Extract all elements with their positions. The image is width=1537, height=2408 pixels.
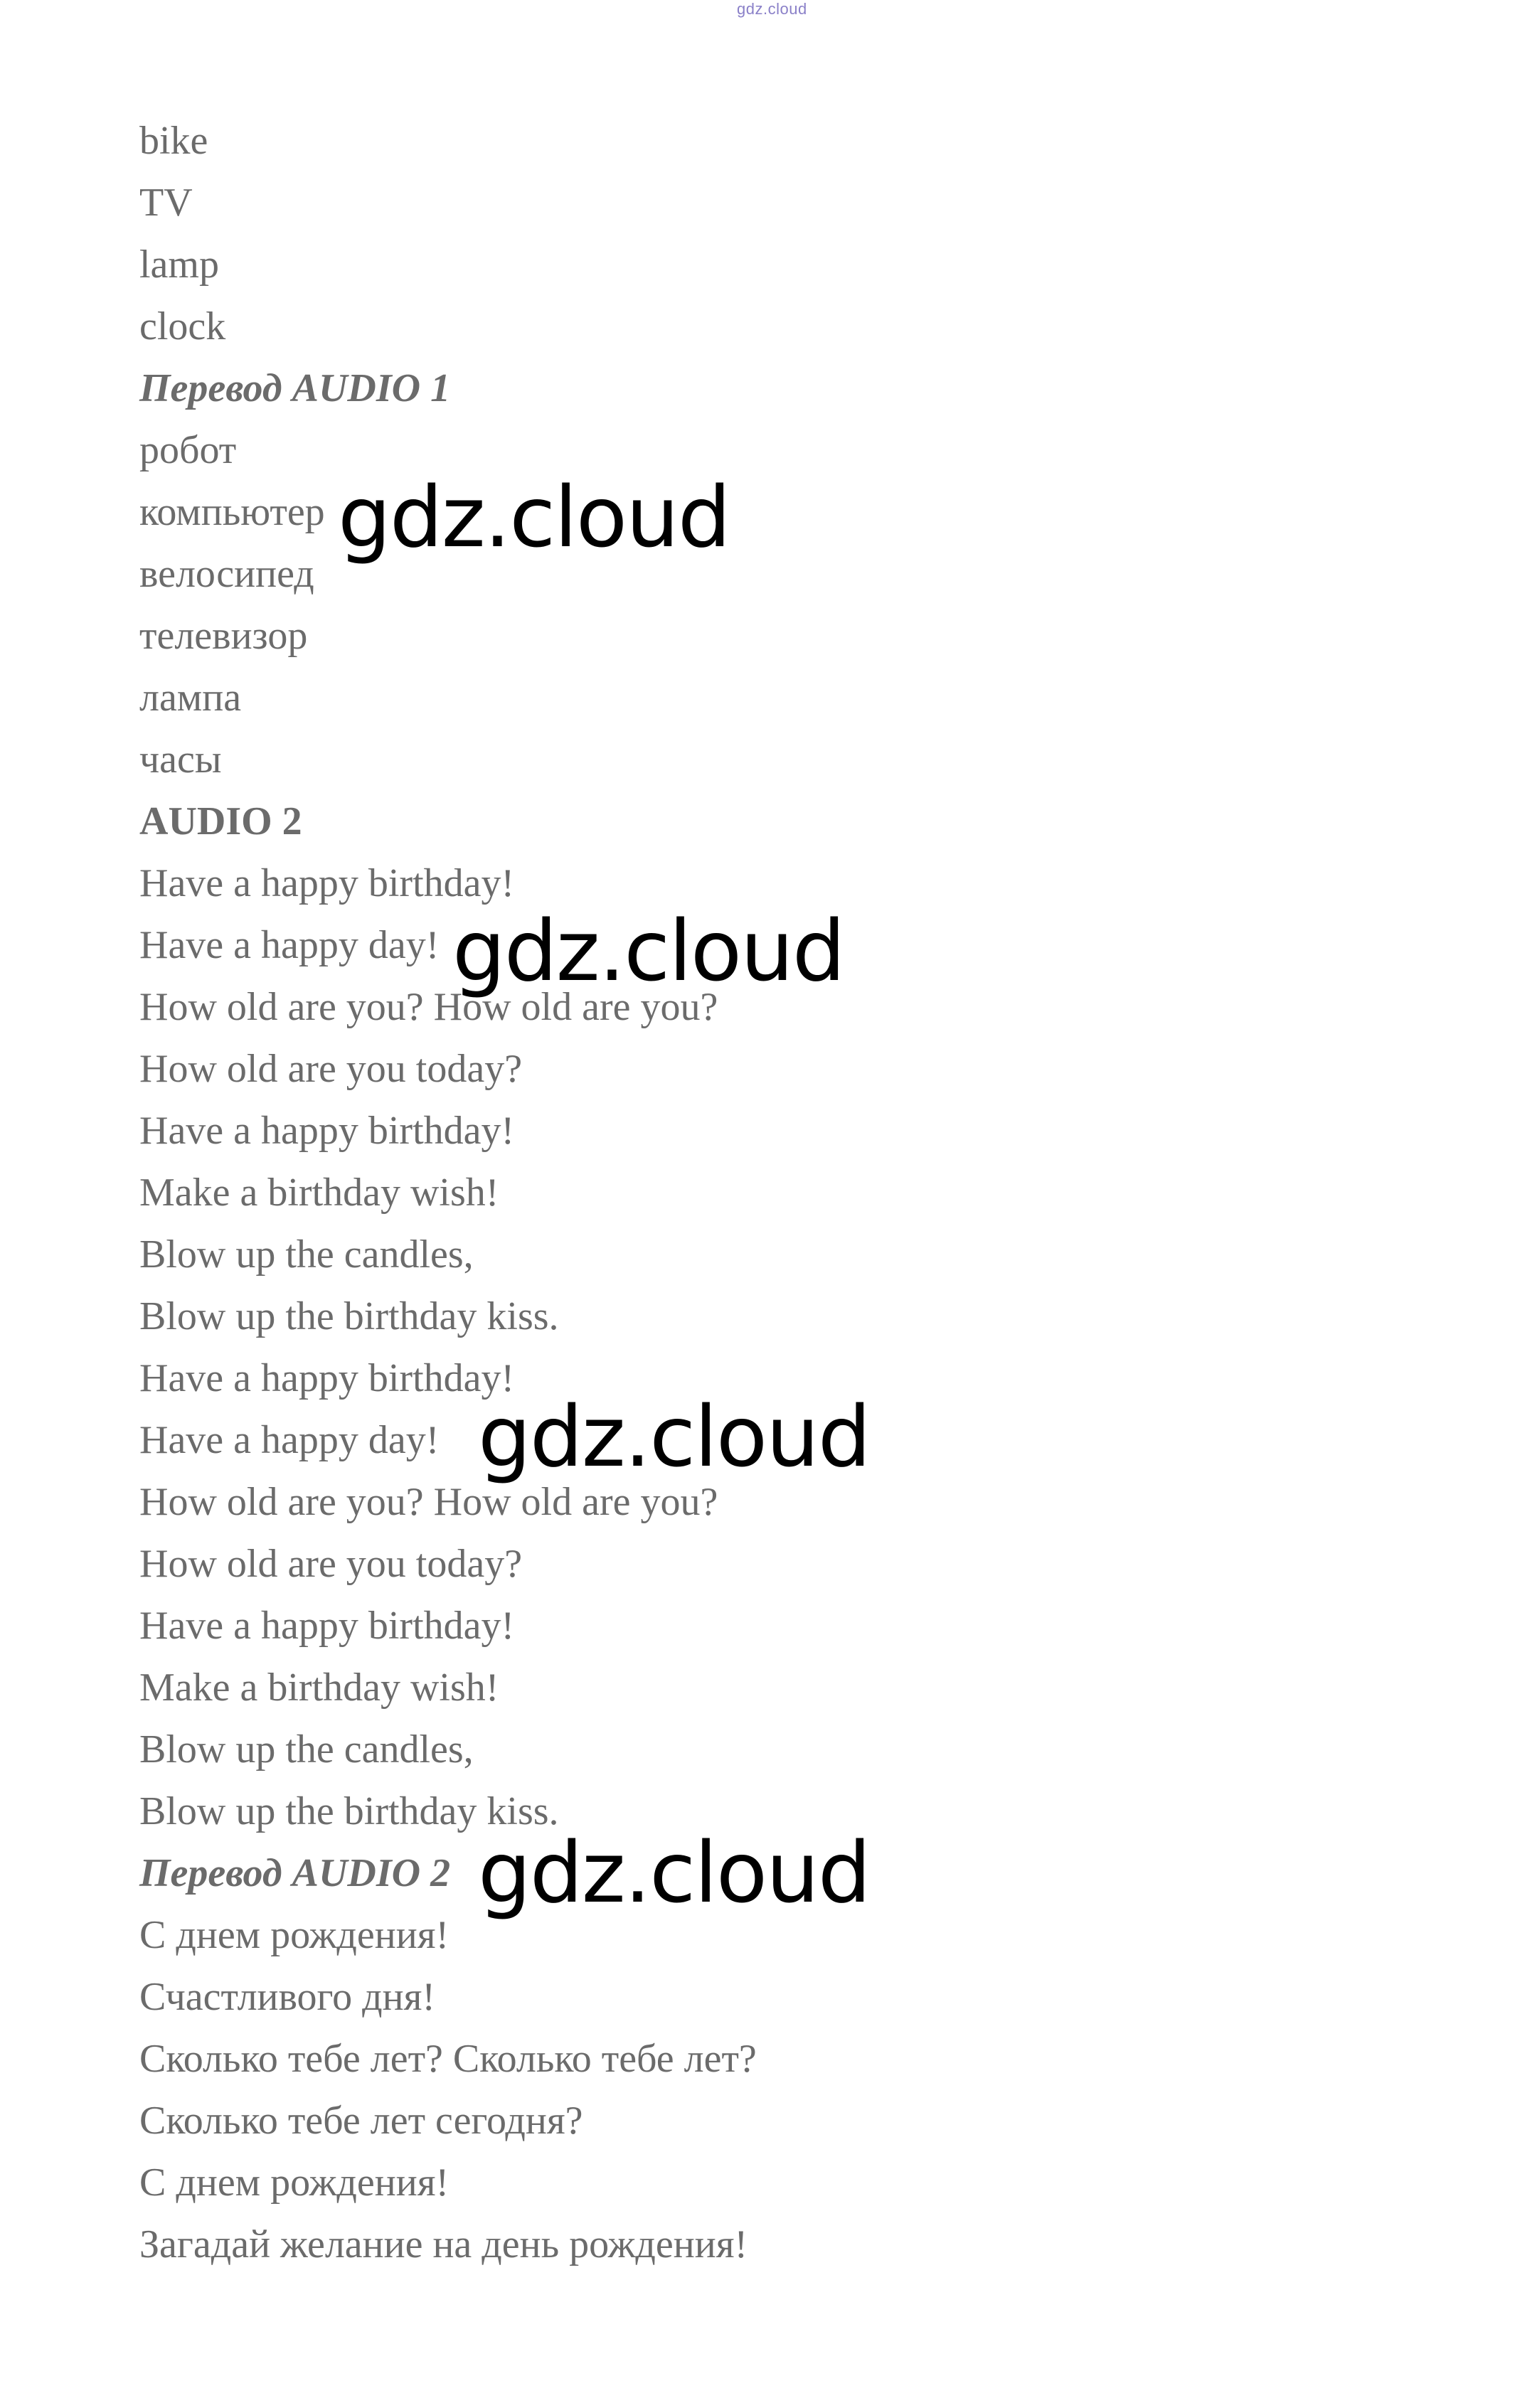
text-line: Сколько тебе лет сегодня? — [139, 2099, 583, 2143]
text-line: часы — [139, 737, 222, 782]
watermark: gdz.cloud — [478, 1387, 870, 1486]
text-line: С днем рождения! — [139, 1913, 450, 1957]
text-line: TV — [139, 181, 193, 225]
text-line: Счастливого дня! — [139, 1975, 435, 2019]
text-line: Make a birthday wish! — [139, 1171, 499, 1215]
text-line: Have a happy birthday! — [139, 1109, 515, 1153]
section-heading: Перевод AUDIO 2 — [139, 1851, 451, 1895]
text-line: How old are you today? — [139, 1047, 523, 1091]
text-line: лампа — [139, 676, 242, 720]
text-line: Сколько тебе лет? Сколько тебе лет? — [139, 2037, 757, 2081]
text-line: Have a happy birthday! — [139, 1356, 515, 1400]
text-line: clock — [139, 304, 226, 348]
watermark: gdz.cloud — [478, 1823, 870, 1922]
text-line: велосипед — [139, 552, 314, 596]
header-watermark: gdz.cloud — [737, 0, 807, 18]
text-line: компьютер — [139, 490, 325, 534]
text-line: телевизор — [139, 614, 308, 658]
section-heading: Перевод AUDIO 1 — [139, 366, 451, 410]
section-heading: AUDIO 2 — [139, 799, 302, 843]
text-line: робот — [139, 428, 237, 472]
text-line: Blow up the birthday kiss. — [139, 1789, 559, 1833]
watermark: gdz.cloud — [338, 468, 730, 566]
text-line: Blow up the birthday kiss. — [139, 1294, 559, 1338]
text-line: How old are you today? — [139, 1542, 523, 1586]
text-line: Blow up the candles, — [139, 1232, 474, 1277]
text-line: Blow up the candles, — [139, 1727, 474, 1772]
text-line: Загадай желание на день рождения! — [139, 2222, 748, 2266]
text-line: lamp — [139, 243, 219, 287]
text-line: How old are you? How old are you? — [139, 1480, 718, 1524]
watermark: gdz.cloud — [452, 902, 844, 1000]
text-line: Have a happy day! — [139, 923, 440, 967]
text-line: How old are you? How old are you? — [139, 985, 718, 1029]
text-line: bike — [139, 119, 208, 163]
text-line: Make a birthday wish! — [139, 1666, 499, 1710]
text-line: С днем рождения! — [139, 2161, 450, 2205]
text-line: Have a happy day! — [139, 1418, 440, 1462]
text-line: Have a happy birthday! — [139, 861, 515, 905]
text-line: Have a happy birthday! — [139, 1604, 515, 1648]
